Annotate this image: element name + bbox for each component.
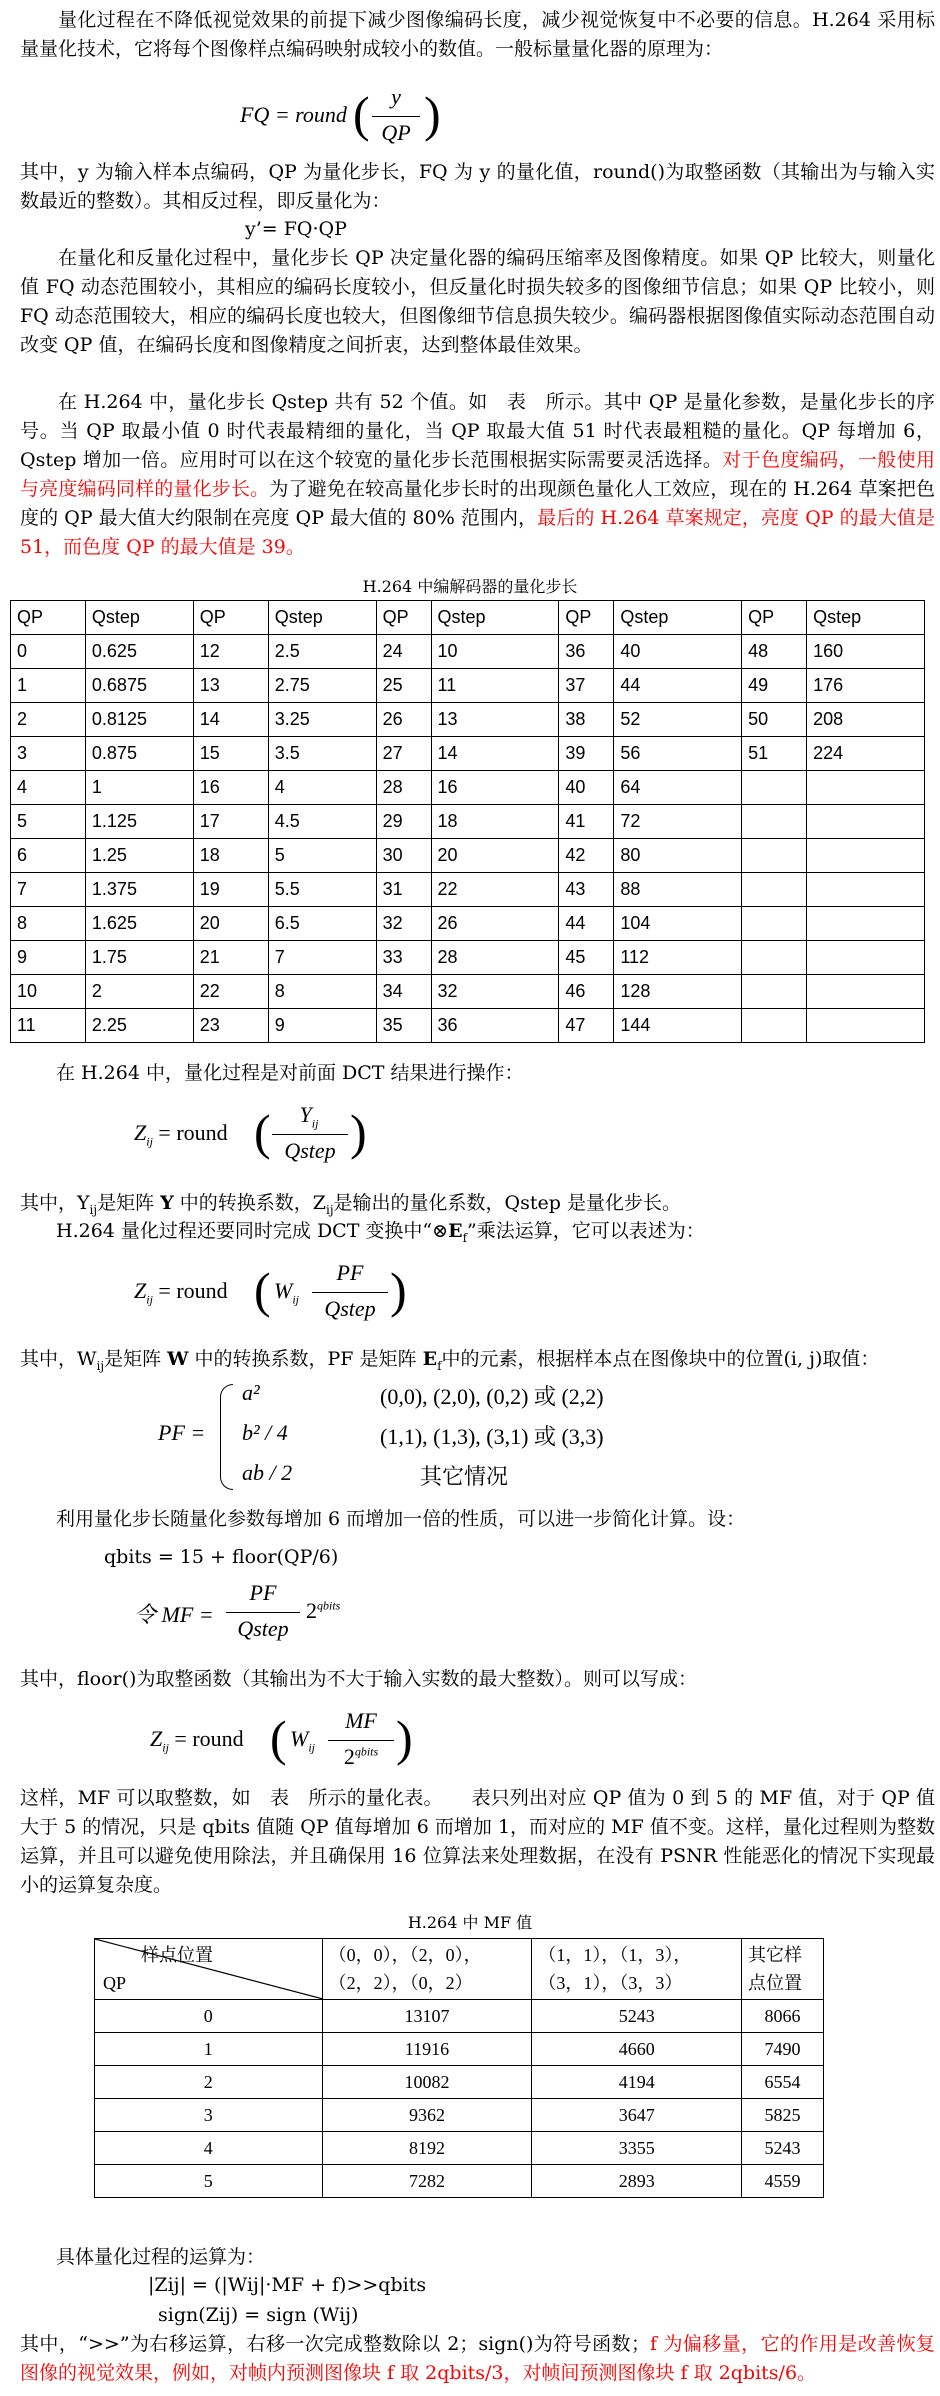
p4-red-2: 最后的 H.264 草案规定，亮度 QP 的最大值是 51，而色度 QP 的最大值是 39。 — [20, 507, 935, 558]
qstep-cell: 1.75 — [85, 941, 193, 975]
qstep-cell — [742, 907, 807, 941]
qstep-cell: 24 — [376, 635, 431, 669]
z-symbol: Z — [134, 1120, 147, 1145]
qstep-cell: 26 — [376, 703, 431, 737]
mf-header-row — [95, 1939, 824, 2000]
formula-fq — [240, 82, 480, 152]
qstep-cell: 37 — [559, 669, 614, 703]
qstep-table — [10, 600, 925, 1043]
qstep-cell — [742, 771, 807, 805]
qstep-header-row — [11, 601, 925, 635]
qstep-row — [11, 805, 925, 839]
mf-cell: 4194 — [532, 2066, 742, 2099]
qstep-row — [11, 669, 925, 703]
mf-cell: 8192 — [322, 2132, 532, 2165]
mf-cell: 13107 — [322, 2000, 532, 2033]
qstep-cell: 42 — [559, 839, 614, 873]
qstep-row — [11, 635, 925, 669]
qstep-cell: 11 — [431, 669, 559, 703]
qstep-row — [11, 1009, 925, 1043]
qstep-cell: 45 — [559, 941, 614, 975]
qstep-cell: 2.25 — [85, 1009, 193, 1043]
mf-cell: 2893 — [532, 2165, 742, 2198]
qstep-cell: 2.75 — [268, 669, 376, 703]
qstep-cell: 40 — [614, 635, 742, 669]
qstep-cell: 14 — [431, 737, 559, 771]
formula-pf-cases: PF = a² b² / 4 ab / 2 (0,0), (2,0), (0,2) 或 (2,2) (1,1), (1,3), (3,1) 或 (3,3) 其它情况 — [158, 1380, 604, 1489]
z-sub: ij — [146, 1134, 153, 1149]
qstep-cell: 36 — [431, 1009, 559, 1043]
mf-cell: 3 — [95, 2099, 323, 2132]
qstep-cell: 39 — [559, 737, 614, 771]
qstep-header-cell: Qstep — [268, 601, 376, 635]
qstep-cell — [807, 873, 925, 907]
mf-col-header-3: 其它样 点位置 — [742, 1939, 824, 2000]
round-label: = round — [158, 1120, 228, 1145]
qstep-cell: 208 — [807, 703, 925, 737]
qstep-cell: 36 — [559, 635, 614, 669]
qstep-cell: 11 — [11, 1009, 86, 1043]
paren-close: ) — [424, 86, 441, 142]
qstep-cell: 0.6875 — [85, 669, 193, 703]
qstep-cell: 20 — [193, 907, 268, 941]
y-sub: ij — [311, 1116, 319, 1131]
mf-cell: 4660 — [532, 2033, 742, 2066]
qstep-cell: 0.875 — [85, 737, 193, 771]
formula-z-w: $Z_{ij}$ = round ( $W_{ij}$ PF Qstep ) — [134, 1260, 407, 1321]
mf-table-caption: H.264 中 MF 值 — [407, 1913, 533, 1932]
qstep-cell: 1 — [85, 771, 193, 805]
qstep-cell: 16 — [431, 771, 559, 805]
qstep-cell: 7 — [11, 873, 86, 907]
ops-paragraph-12: 具体量化过程的运算为： — [56, 2246, 266, 2268]
qstep-row — [11, 941, 925, 975]
qstep-header-cell: QP — [559, 601, 614, 635]
qstep-cell: 18 — [431, 805, 559, 839]
p4-red-1: 对于色度编码，一般使用与亮度编码同样的量化步长。 — [20, 449, 935, 500]
y-symbol: Y — [299, 1102, 312, 1127]
intro-paragraph-2: 其中，y 为输入样本点编码，QP 为量化步长，FQ 为 y 的量化值，round()为取整函数（其输出为与输入实数最近的整数）。其相反过程，即反量化为： — [20, 161, 935, 212]
dct-paragraph-5: 在 H.264 中，量化过程是对前面 DCT 结果进行操作： — [56, 1062, 524, 1084]
qstep-cell: 160 — [807, 635, 925, 669]
mf-cell: 5825 — [742, 2099, 824, 2132]
qstep-cell: 1.125 — [85, 805, 193, 839]
qstep-cell: 19 — [193, 873, 268, 907]
qstep-row — [11, 975, 925, 1009]
mf-cell: 6554 — [742, 2066, 824, 2099]
qstep-cell: 13 — [193, 669, 268, 703]
mf-row — [95, 2099, 824, 2132]
qstep-cell: 21 — [193, 941, 268, 975]
mf-cell: 0 — [95, 2000, 323, 2033]
qstep-header-cell: QP — [376, 601, 431, 635]
qbits-definition: qbits = 15 + floor(QP/6) — [104, 1546, 339, 1568]
qstep-header-cell: QP — [742, 601, 807, 635]
formula-mf: 令 MF = PF Qstep $2^{qbits}$ — [134, 1580, 341, 1641]
qstep-cell: 0 — [11, 635, 86, 669]
qstep-cell: 52 — [614, 703, 742, 737]
qstep-header-cell: Qstep — [807, 601, 925, 635]
qstep-cell — [807, 1009, 925, 1043]
mf-cell: 3355 — [532, 2132, 742, 2165]
mf-cell: 9362 — [322, 2099, 532, 2132]
qstep-cell: 8 — [268, 975, 376, 1009]
qstep-cell: 5 — [11, 805, 86, 839]
formula-inverse: y’= FQ·QP — [245, 218, 347, 240]
qstep-cell: 13 — [431, 703, 559, 737]
qstep-cell: 29 — [376, 805, 431, 839]
w-symbol: W — [274, 1278, 293, 1303]
mf-cell: 7490 — [742, 2033, 824, 2066]
qstep-cell: 9 — [268, 1009, 376, 1043]
mf-cell: 8066 — [742, 2000, 824, 2033]
intro-paragraph-3: 在量化和反量化过程中，量化步长 QP 决定量化器的编码压缩率及图像精度。如果 QP 比较大，则量化值 FQ 动态范围较小，其相应的编码长度较小，但反量化时损失较多的图像细节信息；如果 QP 比较小，则 FQ 动态范围较大，相应的编码长度也较大，但图像细节信息损失较少。编码器根据图像值实际动态范围自动改变 QP 值，在编码长度和图像精度之间折衷，达到整体最佳效果。 — [20, 247, 935, 356]
qstep-header-cell: Qstep — [85, 601, 193, 635]
qstep-header-cell: QP — [193, 601, 268, 635]
qstep-cell: 4 — [11, 771, 86, 805]
mf-row — [95, 2000, 824, 2033]
qstep-cell: 44 — [614, 669, 742, 703]
qstep-cell: 49 — [742, 669, 807, 703]
qstep-cell: 41 — [559, 805, 614, 839]
mf-cell: 10082 — [322, 2066, 532, 2099]
qstep-cell — [807, 941, 925, 975]
mf-cell: 5243 — [742, 2132, 824, 2165]
dct-paragraph-8: 其中，$W_{ij}$是矩阵 W 中的转换系数，PF 是矩阵 $E_f$中的元素，根据样本点在图像块中的位置(i, j)取值： — [20, 1348, 880, 1373]
qstep-cell: 1.625 — [85, 907, 193, 941]
qstep-cell: 30 — [376, 839, 431, 873]
qstep-cell: 14 — [193, 703, 268, 737]
qstep-cell: 5.5 — [268, 873, 376, 907]
qstep-cell: 80 — [614, 839, 742, 873]
qstep-cell: 27 — [376, 737, 431, 771]
ops-equation-2: sign(Zij) = sign (Wij) — [158, 2304, 359, 2326]
qstep-cell: 33 — [376, 941, 431, 975]
intro-paragraph-1: 量化过程在不降低视觉效果的前提下减少图像编码长度，减少视觉恢复中不必要的信息。H.264 采用标量量化技术，它将每个图像样点编码映射成较小的数值。一般标量量化器的原理为： — [20, 9, 935, 60]
fraction-bar — [372, 116, 420, 117]
qstep-denominator: Qstep — [284, 1138, 336, 1163]
qstep-cell: 9 — [11, 941, 86, 975]
intro-paragraph-4 — [20, 388, 935, 562]
qstep-cell — [742, 805, 807, 839]
qstep-cell: 48 — [742, 635, 807, 669]
qstep-cell: 32 — [431, 975, 559, 1009]
qstep-cell: 17 — [193, 805, 268, 839]
mf-cell: 5243 — [532, 2000, 742, 2033]
qstep-cell — [742, 975, 807, 1009]
ops-paragraph-13: 其中，“>>”为右移运算，右移一次完成整数除以 2；sign()为符号函数；f 为偏移量，它的作用是改善恢复图像的视觉效果，例如，对帧内预测图像块 f 取 2qbits/3，对帧间预测图像块 f 取 2qbits/6。 — [20, 2333, 935, 2384]
qstep-cell: 2 — [11, 703, 86, 737]
qstep-cell: 46 — [559, 975, 614, 1009]
qstep-cell: 72 — [614, 805, 742, 839]
qstep-cell — [742, 1009, 807, 1043]
qstep-cell: 6.5 — [268, 907, 376, 941]
qstep-cell: 176 — [807, 669, 925, 703]
qstep-row — [11, 839, 925, 873]
mf-cell: 11916 — [322, 2033, 532, 2066]
qstep-row — [11, 737, 925, 771]
qstep-cell: 8 — [11, 907, 86, 941]
qstep-table-caption: H.264 中编解码器的量化步长 — [362, 577, 578, 596]
qstep-cell: 15 — [193, 737, 268, 771]
p4-text-b: 为了避免在较高量化步长时的出现颜色量化人工效应，现在的 H.264 草案把色度的 QP 最大值大约限制在亮度 QP 最大值的 80% 范围内， — [20, 478, 935, 529]
mf-row — [95, 2132, 824, 2165]
mf-row — [95, 2066, 824, 2099]
qstep-row — [11, 873, 925, 907]
qstep-cell: 32 — [376, 907, 431, 941]
mf-cell: 5 — [95, 2165, 323, 2198]
qstep-cell: 56 — [614, 737, 742, 771]
qstep-cell — [742, 873, 807, 907]
qstep-cell: 0.625 — [85, 635, 193, 669]
qstep-cell: 23 — [193, 1009, 268, 1043]
mf-col-header-2: （1，1），（1，3）， （3，1），（3，3） — [532, 1939, 742, 2000]
formula-fq-lhs: FQ = round — [240, 102, 347, 127]
formula-fq-denominator: QP — [381, 120, 411, 145]
qstep-cell: 1 — [11, 669, 86, 703]
qstep-cell: 4 — [268, 771, 376, 805]
qstep-cell: 18 — [193, 839, 268, 873]
qstep-header-cell: Qstep — [431, 601, 559, 635]
mf-cell: 7282 — [322, 2165, 532, 2198]
mf-cell: 4559 — [742, 2165, 824, 2198]
mf-table — [94, 1938, 824, 2198]
qstep-cell: 128 — [614, 975, 742, 1009]
qstep-cell: 104 — [614, 907, 742, 941]
corner-bottom-label: QP — [103, 1973, 127, 1993]
qstep-cell: 47 — [559, 1009, 614, 1043]
qstep-cell: 43 — [559, 873, 614, 907]
mf-cell: 4 — [95, 2132, 323, 2165]
qstep-cell: 7 — [268, 941, 376, 975]
qstep-cell: 40 — [559, 771, 614, 805]
qstep-row — [11, 771, 925, 805]
qstep-cell: 16 — [193, 771, 268, 805]
mf-cell: 2 — [95, 2066, 323, 2099]
qstep-cell: 3.5 — [268, 737, 376, 771]
qstep-cell: 4.5 — [268, 805, 376, 839]
qstep-cell: 10 — [11, 975, 86, 1009]
qstep-header-cell: QP — [11, 601, 86, 635]
qstep-cell: 28 — [376, 771, 431, 805]
qstep-cell: 112 — [614, 941, 742, 975]
qstep-cell: 20 — [431, 839, 559, 873]
qstep-cell: 64 — [614, 771, 742, 805]
qstep-cell — [807, 975, 925, 1009]
corner-top-label: 样点位置 — [141, 1945, 213, 1965]
mf-cell: 1 — [95, 2033, 323, 2066]
qstep-cell — [807, 805, 925, 839]
qstep-cell: 1.375 — [85, 873, 193, 907]
qstep-cell — [742, 839, 807, 873]
qstep-cell: 38 — [559, 703, 614, 737]
qstep-cell — [807, 839, 925, 873]
qstep-header-cell: Qstep — [614, 601, 742, 635]
dct-paragraph-10: 其中，floor()为取整函数（其输出为不大于输入实数的最大整数）。则可以写成： — [20, 1668, 697, 1690]
qstep-cell: 0.8125 — [85, 703, 193, 737]
mf-cell: 3647 — [532, 2099, 742, 2132]
qstep-cell — [742, 941, 807, 975]
qstep-row — [11, 703, 925, 737]
dct-paragraph-6: 其中，$Y_{ij}$是矩阵 Y 中的转换系数，$Z_{ij}$是输出的量化系数，Qstep 是量化步长。 — [20, 1192, 681, 1217]
qstep-cell: 1.25 — [85, 839, 193, 873]
formula-z-y: $Z_{ij}$ = round ( $Y_{ij}$ Qstep ) — [134, 1102, 367, 1163]
qstep-row — [11, 907, 925, 941]
dct-paragraph-9: 利用量化步长随量化参数每增加 6 而增加一倍的性质，可以进一步简化计算。设： — [56, 1508, 746, 1530]
qstep-cell: 6 — [11, 839, 86, 873]
paren-open: ( — [353, 86, 370, 142]
formula-z-mf: $Z_{ij}$ = round ( $W_{ij}$ MF $2^{qbits}$ ) — [150, 1708, 413, 1769]
qstep-cell: 2.5 — [268, 635, 376, 669]
ops-equation-1: |Zij| = (|Wij|·MF + f)>>qbits — [148, 2274, 427, 2296]
mf-row — [95, 2165, 824, 2198]
qstep-cell — [807, 907, 925, 941]
qstep-cell: 44 — [559, 907, 614, 941]
qstep-cell: 51 — [742, 737, 807, 771]
formula-fq-numerator: y — [391, 84, 401, 109]
qstep-cell: 22 — [193, 975, 268, 1009]
brace — [220, 1384, 233, 1490]
qstep-cell: 22 — [431, 873, 559, 907]
qstep-cell: 5 — [268, 839, 376, 873]
qstep-cell: 224 — [807, 737, 925, 771]
dct-paragraph-11: 这样，MF 可以取整数，如 表 所示的量化表。 表只列出对应 QP 值为 0 到 5 的 MF 值，对于 QP 值大于 5 的情况，只是 qbits 值随 QP 值每增加 6 而增加 1，而对应的 MF 值不变。这样，量化过程则为整数运算，并且可以避免使用除法，并且确保用 16 位算法来处理数据，在没有 PSNR 性能恶化的情况下实现最小的运算复杂度。 — [20, 1787, 935, 1896]
mf-corner-cell — [95, 1939, 323, 2000]
qstep-cell: 10 — [431, 635, 559, 669]
qstep-cell: 3 — [11, 737, 86, 771]
qstep-cell: 2 — [85, 975, 193, 1009]
qstep-cell: 34 — [376, 975, 431, 1009]
qstep-cell: 50 — [742, 703, 807, 737]
qstep-cell: 88 — [614, 873, 742, 907]
p4-text-a: 在 H.264 中，量化步长 Qstep 共有 52 个值。如 表 所示。其中 QP 是量化参数，是量化步长的序号。当 QP 取最小值 0 时代表最精细的量化，当 QP 取最大值 51 时代表最粗糙的量化。QP 每增加 6，Qstep 增加一倍。应用时可以在这个较宽的量化步长范围根据实际需要灵活选择。 — [20, 391, 935, 471]
qstep-cell: 26 — [431, 907, 559, 941]
qstep-cell: 144 — [614, 1009, 742, 1043]
mf-row — [95, 2033, 824, 2066]
qstep-cell: 28 — [431, 941, 559, 975]
qstep-cell: 12 — [193, 635, 268, 669]
qstep-cell: 35 — [376, 1009, 431, 1043]
qstep-cell: 31 — [376, 873, 431, 907]
qstep-cell — [807, 771, 925, 805]
mf-col-header-1: （0，0），（2，0）， （2，2），（0，2） — [322, 1939, 532, 2000]
qstep-cell: 25 — [376, 669, 431, 703]
dct-paragraph-7: H.264 量化过程还要同时完成 DCT 变换中“$\otimes E_f$”乘法运算，它可以表述为： — [56, 1220, 705, 1245]
qstep-cell: 3.25 — [268, 703, 376, 737]
